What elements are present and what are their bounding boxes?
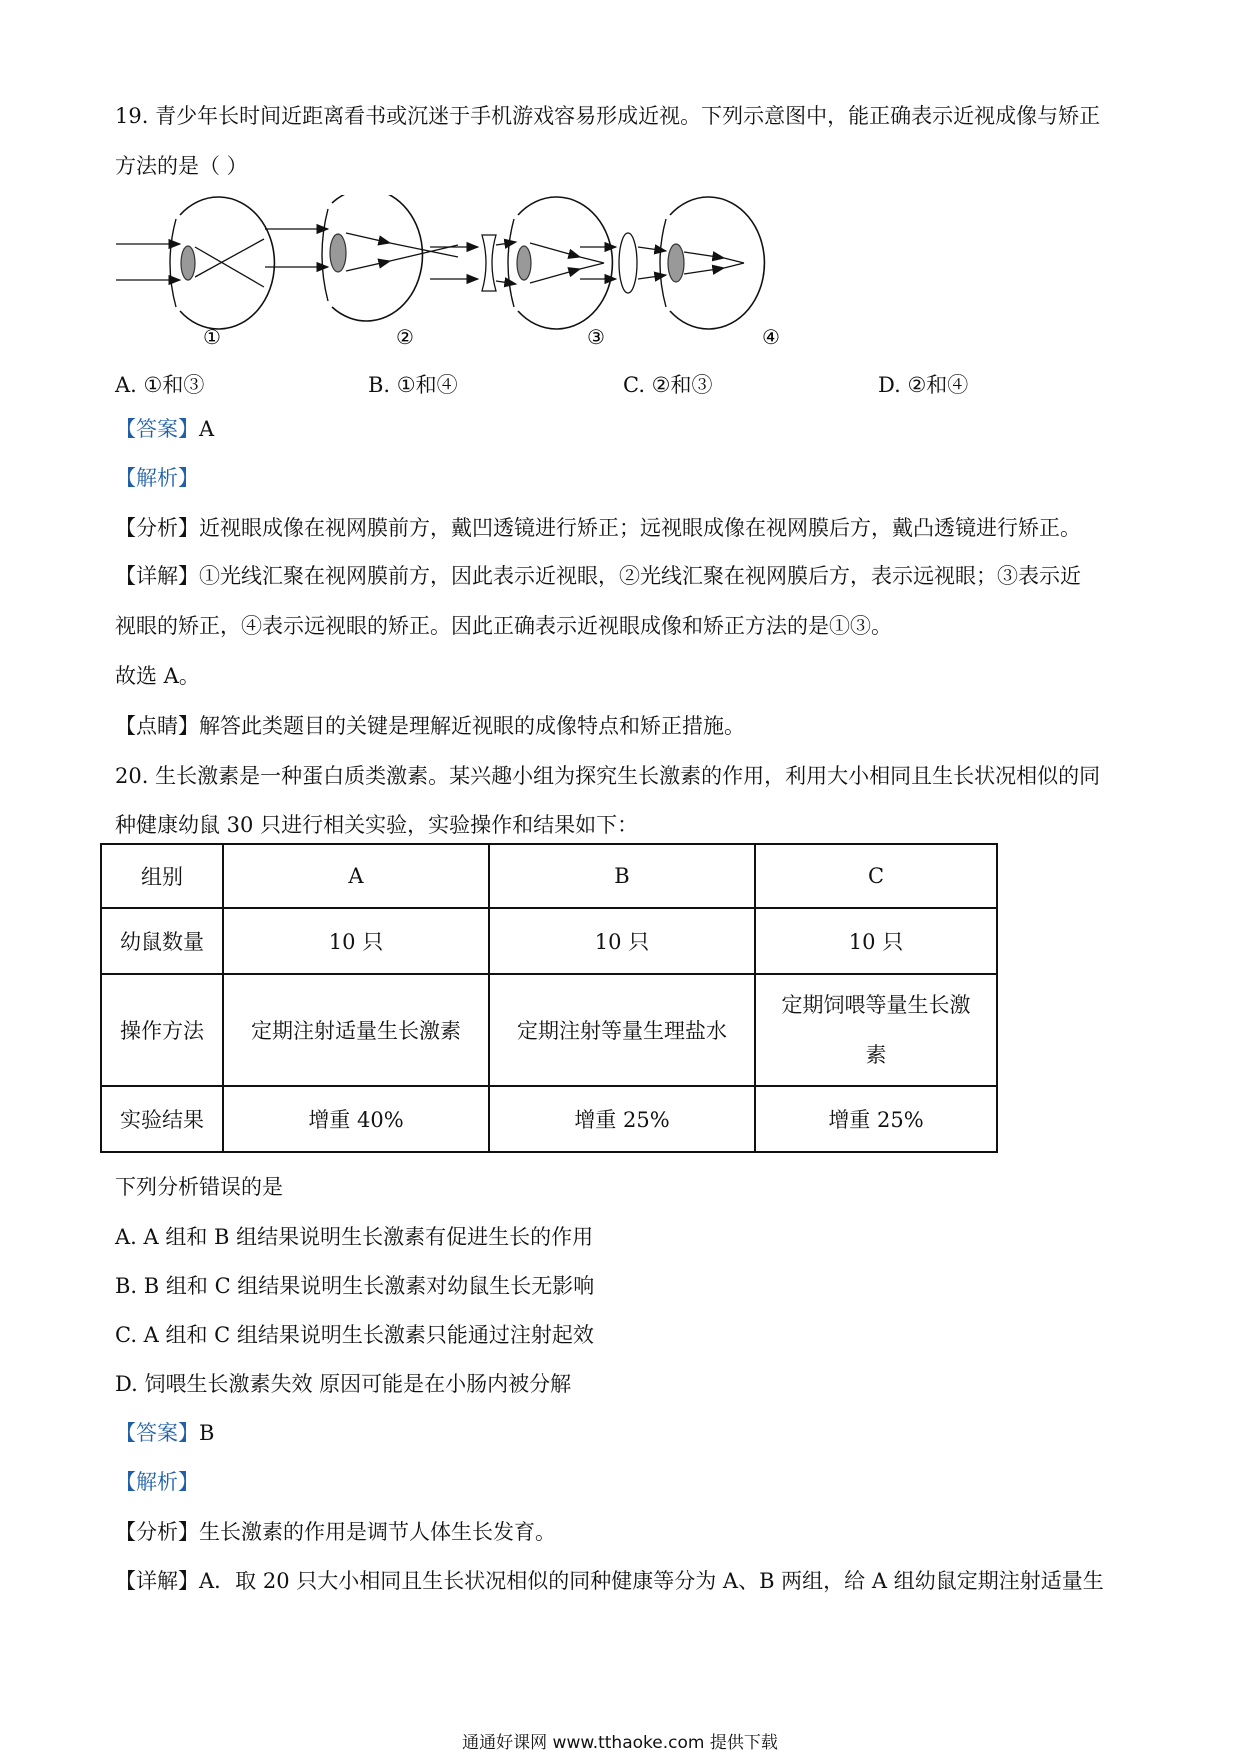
eye-4-figure [580, 197, 764, 329]
q19-xiangjie-line1 [115, 566, 1081, 587]
eye-1-figure [116, 197, 274, 329]
fenxi-tag: 【分析】 [115, 516, 199, 540]
q20-question: 下列分析错误的是 [115, 1175, 283, 1199]
q20-stem-line1: 20. 生长激素是一种蛋白质类激素。某兴趣小组为探究生长激素的作用，利用大小相同且生长状况相似的同 [115, 764, 1101, 788]
q19-conclusion: 故选 A。 [115, 664, 200, 688]
q20-xiangjie-line1 [115, 1571, 1104, 1592]
q20-fenxi: 生长激素的作用是调节人体生长发育。 [199, 1520, 556, 1544]
q20-xiangjie-text1: A．取 20 只大小相同且生长状况相似的同种健康等分为 A、B 两组，给 A 组幼鼠定期注射适量生 [199, 1569, 1104, 1593]
table-cell: 定期注射等量生理盐水 [489, 974, 755, 1086]
table-cell: 增重 25% [755, 1086, 997, 1152]
q19-fenxi: 近视眼成像在视网膜前方，戴凹透镜进行矫正；远视眼成像在视网膜后方，戴凸透镜进行矫正。 [199, 516, 1081, 540]
table-row [101, 908, 997, 974]
table-cell: B [489, 844, 755, 908]
table-cell: 组别 [101, 844, 223, 908]
table-cell: 10 只 [755, 908, 997, 974]
fenxi-tag: 【分析】 [115, 1520, 199, 1544]
q20-answer: B [199, 1421, 215, 1445]
q19-dianjing: 解答此类题目的关键是理解近视眼的成像特点和矫正措施。 [199, 714, 745, 738]
xiangjie-tag: 【详解】 [115, 564, 199, 588]
table-cell: 定期注射适量生长激素 [223, 974, 489, 1086]
figure-label-3: ③ [587, 325, 605, 349]
q20-fenxi-line [115, 1522, 556, 1543]
q19-xiangjie-text1: ①光线汇聚在视网膜前方，因此表示近视眼，②光线汇聚在视网膜后方，表示远视眼；③表示近 [199, 564, 1081, 588]
q19-option-d: D. ②和④ [878, 373, 969, 397]
figure-label-1: ① [203, 325, 221, 349]
table-cell: A [223, 844, 489, 908]
table-cell: 操作方法 [101, 974, 223, 1086]
q19-dianjing-line [115, 716, 745, 737]
q20-option-c: C. A 组和 C 组结果说明生长激素只能通过注射起效 [115, 1323, 594, 1347]
q20-answer-line [115, 1423, 214, 1444]
table-cell: 10 只 [489, 908, 755, 974]
q20-stem-line2: 种健康幼鼠 30 只进行相关实验，实验操作和结果如下： [115, 813, 639, 837]
experiment-table [100, 843, 998, 1153]
page-footer: 通通好课网 www.tthaoke.com 提供下载 [462, 1733, 778, 1753]
q19-analysis-tag: 【解析】 [115, 466, 199, 490]
table-cell: 增重 25% [489, 1086, 755, 1152]
table-cell: 幼鼠数量 [101, 908, 223, 974]
q19-xiangjie-line2: 视眼的矫正，④表示远视眼的矫正。因此正确表示近视眼成像和矫正方法的是①③。 [115, 614, 892, 638]
table-row [101, 844, 997, 908]
q19-option-b: B. ①和④ [368, 373, 458, 397]
q19-fenxi-line [115, 518, 1081, 539]
answer-tag: 【答案】 [115, 417, 199, 441]
q19-stem-line1: 19. 青少年长时间近距离看书或沉迷于手机游戏容易形成近视。下列示意图中，能正确表示近视成像与矫正 [115, 104, 1101, 128]
table-row [101, 974, 997, 1086]
figure-label-2: ② [396, 325, 414, 349]
table-cell: 10 只 [223, 908, 489, 974]
q20-analysis-tag: 【解析】 [115, 1470, 199, 1494]
figure-label-4: ④ [762, 325, 780, 349]
dianjing-tag: 【点睛】 [115, 714, 199, 738]
eye-diagram [110, 195, 830, 355]
q20-option-b: B. B 组和 C 组结果说明生长激素对幼鼠生长无影响 [115, 1274, 595, 1298]
q19-option-a: A. ①和③ [115, 373, 205, 397]
table-cell: C [755, 844, 997, 908]
table-cell: 增重 40% [223, 1086, 489, 1152]
table-row [101, 1086, 997, 1152]
q20-option-a: A. A 组和 B 组结果说明生长激素有促进生长的作用 [115, 1225, 594, 1249]
table-cell: 定期饲喂等量生长激素 [755, 974, 997, 1086]
q19-option-c: C. ②和③ [623, 373, 713, 397]
q19-answer-line [115, 419, 214, 440]
xiangjie-tag: 【详解】 [115, 1569, 199, 1593]
eye-2-figure [265, 195, 458, 321]
q20-option-d: D. 饲喂生长激素失效 原因可能是在小肠内被分解 [115, 1372, 572, 1396]
q19-stem-line2: 方法的是（ ） [115, 154, 248, 178]
eye-3-figure [430, 197, 612, 329]
q19-answer: A [199, 417, 215, 441]
answer-tag: 【答案】 [115, 1421, 199, 1445]
table-cell: 实验结果 [101, 1086, 223, 1152]
